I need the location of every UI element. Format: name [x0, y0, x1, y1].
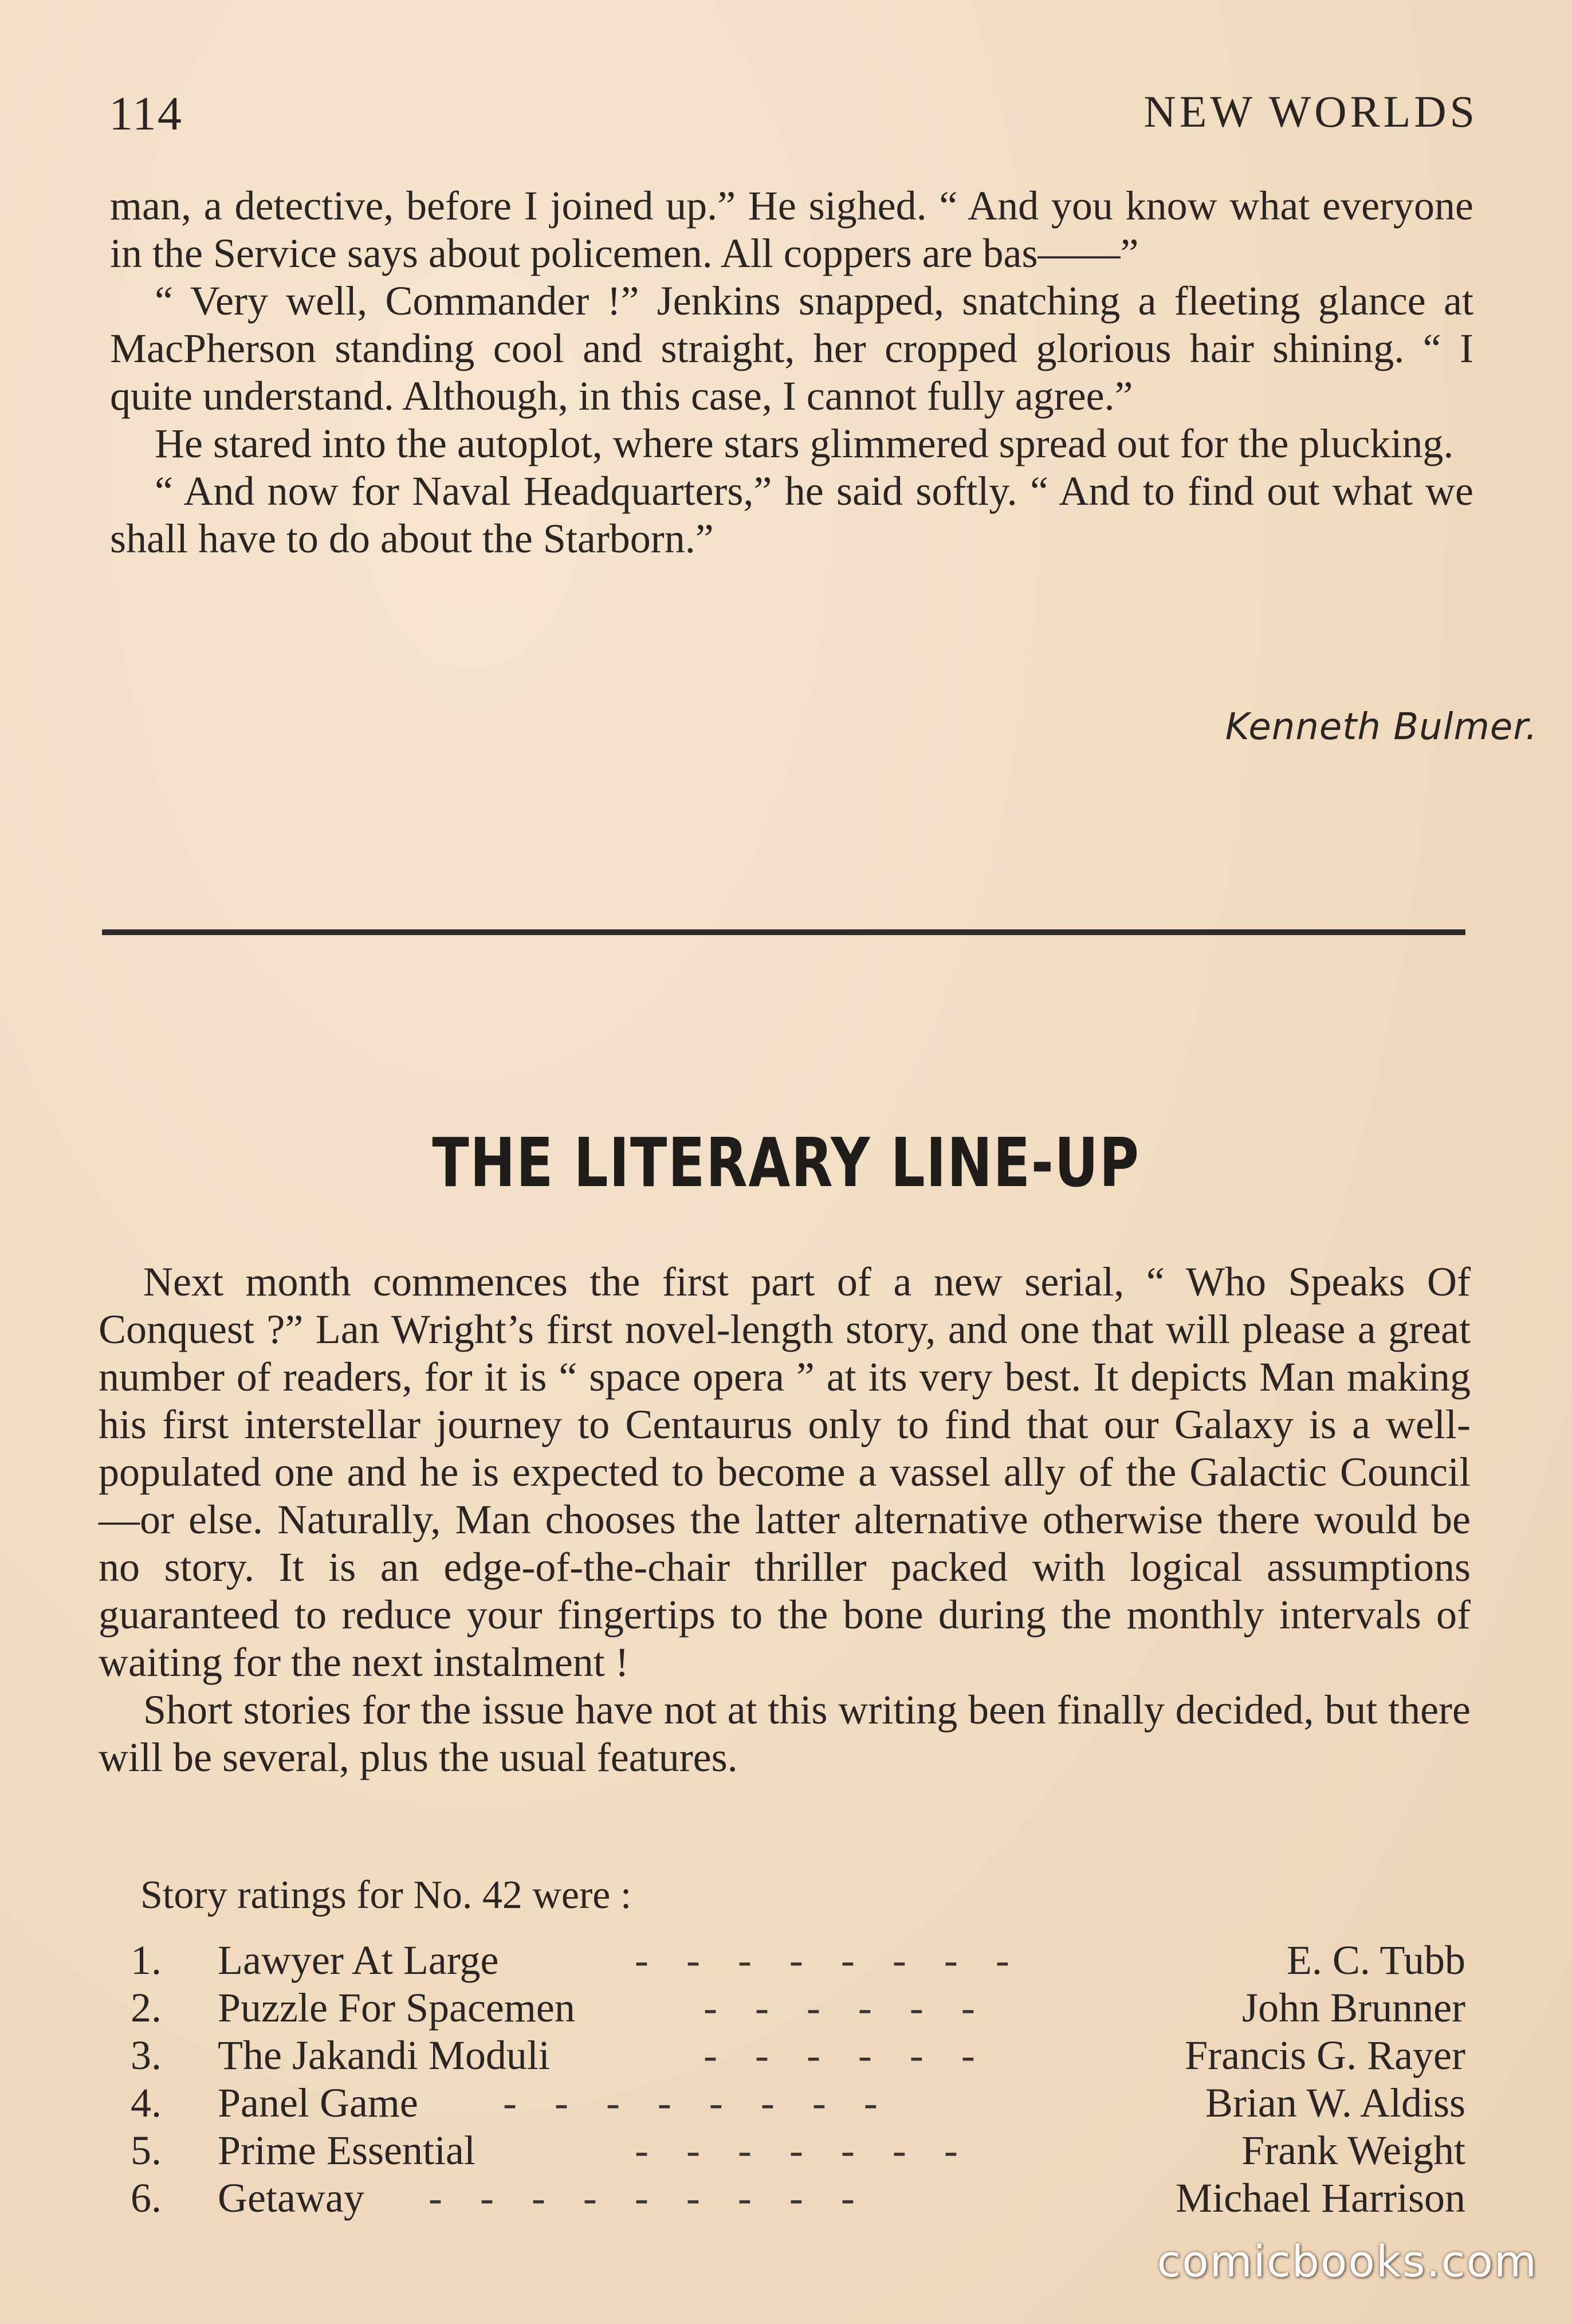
rating-author: John Brunner [1242, 1985, 1465, 2031]
lineup-body [99, 1258, 1471, 1781]
rating-author: Michael Harrison [1176, 2175, 1465, 2221]
lineup-paragraph: Next month commences the first part of a new serial, “ Who Speaks Of Conquest ?” Lan Wright’s first novel-length story, and one that will please a great number of readers, for it is “ space opera ” at its very best. It depicts Man making his first interstellar journey to Centaurus only to find that our Galaxy is a well-populated one and he is expected to become a vassel ally of the Galactic Council—or else. Naturally, Man chooses the latter alternative otherwise there would be no story. It is an edge-of-the-chair thriller packed with logical assumptions guaranteed to reduce your fingertips to the bone during the monthly intervals of waiting for the next instalment ! [99, 1259, 1471, 1685]
lineup-paragraph: Short stories for the issue have not at this writing been finally decided, but there will be several, plus the usual features. [99, 1687, 1471, 1780]
rating-rank: 6. [131, 2175, 162, 2221]
story-paragraph: He stared into the autoplot, where stars glimmered spread out for the plucking. [155, 421, 1454, 466]
rating-author: Francis G. Rayer [1185, 2032, 1465, 2078]
rating-row [131, 2174, 1465, 2222]
section-title: THE LITERARY LINE-UP [432, 1123, 1140, 1202]
rating-rank: 4. [131, 2080, 162, 2126]
rating-author: Frank Weight [1241, 2127, 1465, 2173]
story-paragraph: man, a detective, before I joined up.” He sighed. “ And you know what everyone in the Service says about policemen. All coppers are bas——” [110, 183, 1473, 276]
rating-author: E. C. Tubb [1286, 1937, 1465, 1983]
page-header [109, 86, 1478, 149]
rating-rank: 1. [131, 1937, 162, 1983]
rating-row [131, 2032, 1465, 2079]
rating-row [131, 1937, 1465, 1984]
story-paragraph: “ Very well, Commander !” Jenkins snapped, snatching a fleeting glance at MacPherson standing cool and straight, her cropped glorious hair shining. “ I quite understand. Although, in this case, I cannot fully agree.” [110, 278, 1473, 419]
rating-rank: 2. [131, 1985, 162, 2031]
story-ending [110, 182, 1473, 563]
rating-leader: - - - - - - [704, 1985, 989, 2031]
rating-title: Lawyer At Large [218, 1937, 499, 1983]
story-paragraph: “ And now for Naval Headquarters,” he said softly. “ And to find out what we shall have to do about the Starborn.” [110, 468, 1473, 562]
rating-rank: 5. [131, 2127, 162, 2173]
ratings-intro: Story ratings for No. 42 were : [140, 1873, 632, 1917]
rating-title: Puzzle For Spacemen [218, 1985, 575, 2031]
rating-leader: - - - - - - - - [503, 2080, 891, 2126]
page-number: 114 [109, 87, 183, 140]
rating-leader: - - - - - - - - - [429, 2175, 868, 2221]
rating-row [131, 1984, 1465, 2032]
rating-title: Panel Game [218, 2080, 418, 2126]
rating-leader: - - - - - - - [635, 2127, 972, 2173]
author-byline: Kenneth Bulmer. [1225, 706, 1538, 748]
story-ratings-list [131, 1937, 1465, 2222]
section-divider [102, 929, 1465, 935]
rating-row [131, 2079, 1465, 2127]
rating-row [131, 2127, 1465, 2174]
rating-title: The Jakandi Moduli [218, 2032, 550, 2078]
rating-rank: 3. [131, 2032, 162, 2078]
site-watermark: comicbooks.com [1157, 2236, 1538, 2287]
rating-author: Brian W. Aldiss [1205, 2080, 1465, 2126]
rating-leader: - - - - - - [704, 2032, 989, 2078]
rating-title: Getaway [218, 2175, 364, 2221]
rating-leader: - - - - - - - - [635, 1937, 1023, 1983]
running-head: NEW WORLDS [1143, 87, 1478, 136]
rating-title: Prime Essential [218, 2127, 475, 2173]
